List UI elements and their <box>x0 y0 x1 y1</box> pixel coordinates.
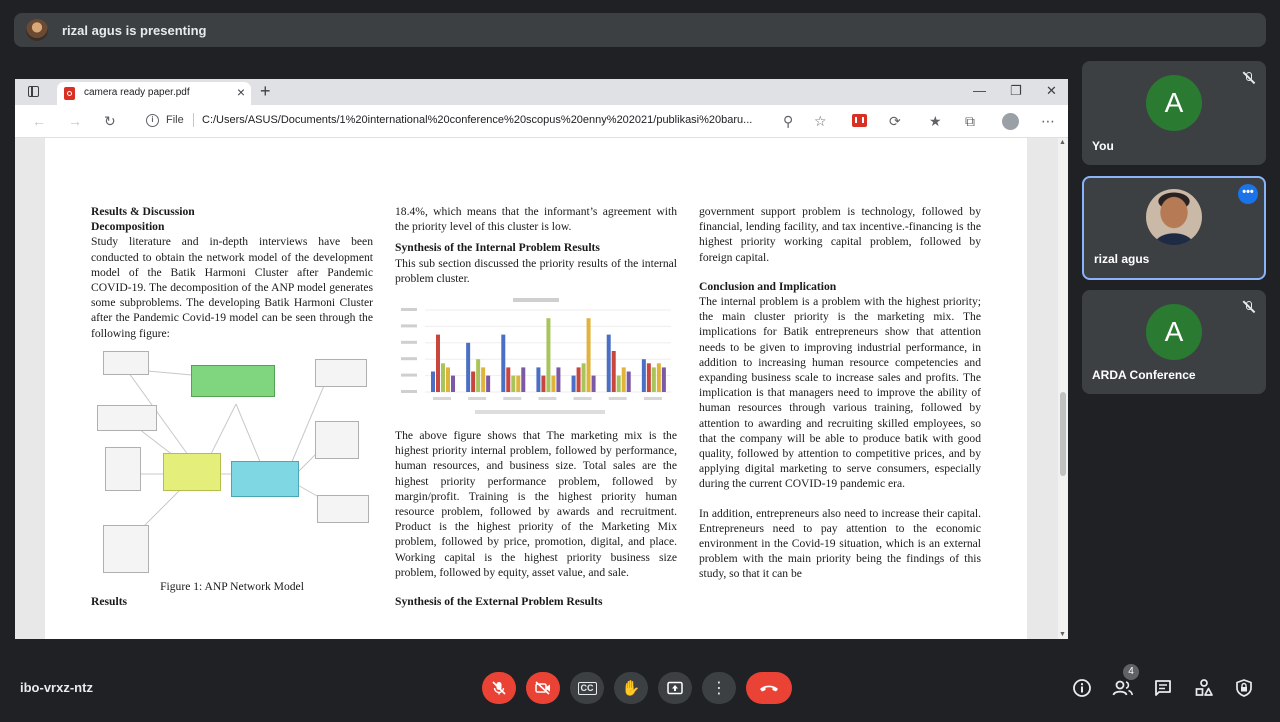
chart-tick-placeholder <box>401 390 417 393</box>
chart-legend-placeholder <box>475 410 605 414</box>
participant-name: ARDA Conference <box>1092 368 1196 382</box>
chart-bar <box>592 376 596 392</box>
participant-avatar: A <box>1146 304 1202 360</box>
camera-off-icon <box>534 680 552 696</box>
chart-bar <box>471 372 475 393</box>
chart-bar <box>506 367 510 392</box>
mic-toggle-button[interactable] <box>482 672 516 704</box>
host-controls-icon <box>1234 678 1254 698</box>
chart-bar <box>436 335 440 392</box>
participant-photo <box>1146 189 1202 245</box>
meeting-info-button[interactable] <box>1070 676 1094 700</box>
network-node-internal <box>163 453 221 491</box>
window-close-icon[interactable]: ✕ <box>1046 83 1057 98</box>
host-controls-button[interactable] <box>1232 676 1256 700</box>
scroll-up-icon[interactable]: ▲ <box>1059 139 1066 146</box>
browser-tab[interactable] <box>57 82 251 105</box>
captions-button[interactable] <box>570 672 604 704</box>
chart-bar <box>501 335 505 392</box>
network-node <box>103 351 149 375</box>
browser-menu-icon[interactable]: ⋯ <box>1041 113 1055 129</box>
network-node <box>103 525 149 573</box>
site-info-icon[interactable]: i <box>146 114 159 127</box>
chart-bar <box>546 318 550 392</box>
restore-icon[interactable]: ❐ <box>1010 83 1022 98</box>
chart-tick-placeholder <box>401 374 417 377</box>
more-options-icon[interactable]: ••• <box>1238 184 1258 204</box>
decomposition-heading: Decomposition <box>91 220 165 234</box>
tab-close-icon[interactable]: × <box>236 84 245 100</box>
network-node <box>317 495 369 523</box>
captions-icon: CC <box>578 682 597 695</box>
col2-paragraph-1: 18.4%, which means that the informant’s agreement with the priority level of this cluster is low. <box>395 205 677 234</box>
col3-paragraph-1: government support problem is technology, followed by financial, lending facility, and tax incentive.-financing is the highest priority working capital problem, followed by foreign capital. <box>699 205 981 264</box>
results-cut-heading: Results <box>91 595 128 609</box>
extension-red-icon[interactable] <box>852 114 867 127</box>
network-node <box>97 405 157 431</box>
address-bar[interactable]: C:/Users/ASUS/Documents/1%20international%20conference%20scopus%20enny%202021/publikasi%20baru... <box>202 114 753 126</box>
favorites-icon[interactable]: ★ <box>929 113 942 129</box>
internal-problem-heading: Synthesis of the Internal Problem Results <box>395 241 600 255</box>
participant-avatar: A <box>1146 75 1202 131</box>
tab-title: camera ready paper.pdf <box>84 87 190 98</box>
raise-hand-icon: ✋ <box>621 680 641 697</box>
browser-tab-strip <box>15 79 1068 105</box>
chart-bar <box>516 376 520 392</box>
pdf-scrollbar[interactable] <box>1058 138 1068 639</box>
scroll-down-icon[interactable]: ▼ <box>1059 631 1066 638</box>
minimize-icon[interactable]: — <box>973 83 986 98</box>
present-icon <box>666 680 684 696</box>
meeting-code: ibo-vrxz-ntz <box>20 680 93 695</box>
chart-tick-placeholder <box>574 397 592 400</box>
chart-bar <box>486 376 490 392</box>
chart-tick-placeholder <box>401 357 417 360</box>
chart-title-placeholder <box>513 298 559 302</box>
chart-bar <box>587 318 591 392</box>
chart-tick-placeholder <box>503 397 521 400</box>
chart-bar <box>577 367 581 392</box>
participant-tile-you[interactable] <box>1082 61 1266 165</box>
chart-bar <box>647 363 651 392</box>
shared-screen <box>15 79 1068 639</box>
collections-icon[interactable]: ⧉ <box>965 113 975 129</box>
presenter-text: rizal agus is presenting <box>62 22 207 38</box>
chart-bar <box>556 367 560 392</box>
pdf-scroll-thumb[interactable] <box>1060 392 1066 476</box>
chart-tick-placeholder <box>401 308 417 311</box>
chat-icon <box>1153 678 1173 698</box>
chart-bar <box>607 335 611 392</box>
tab-actions-icon[interactable] <box>28 86 39 97</box>
chart-tick-placeholder <box>401 341 417 344</box>
chart-bar <box>441 363 445 392</box>
end-call-icon <box>758 682 780 694</box>
conclusion-paragraph: The internal problem is a problem with the highest priority; the main cluster priority is the marketing mix. The implications for Batik entrepreneurs show that attention needs to be given to improving industrial performance, in addition to increasing human resource competencies and expanding business scale to increase sales and profits. The implication is that managers need to improve the ability of human resources through various training, followed by attention to awarding and recruiting skilled employees, so that the company will be able to produce batik with good quality, followed by attention to competitive prices, and by applying digital marketing to serve consumers, especially during the current COVID-19 pandemic era. <box>699 295 981 491</box>
chart-bar <box>627 372 631 393</box>
chart-bar <box>657 363 661 392</box>
col3-paragraph-3: In addition, entrepreneurs also need to increase their capital. Entrepreneurs need to pay attention to the economic environment in the Covid-19 situation, which is an external problem with the main priority being the findings of this study, so that it can be <box>699 506 981 581</box>
activities-icon <box>1194 678 1214 698</box>
chart-bar <box>541 376 545 392</box>
decomposition-paragraph: Study literature and in-depth interviews have been conducted to obtain the network model of the development model of the Batik Harmoni Cluster after Pandemic COVID-19. The decomposition of the ANP model generates some subproblems. The developing Batik Harmoni Cluster after the Pandemic Covid-19 model can be seen through the following figure: <box>91 235 373 340</box>
pdf-column-2 <box>395 204 677 609</box>
camera-toggle-button[interactable] <box>526 672 560 704</box>
participant-tile-arda-conference[interactable] <box>1082 290 1266 394</box>
new-tab-icon[interactable]: + <box>260 81 271 101</box>
add-favorite-icon[interactable]: ☆ <box>814 113 827 129</box>
network-node <box>315 421 359 459</box>
participant-name: You <box>1092 139 1114 153</box>
forward-icon[interactable]: → <box>68 113 82 129</box>
chart-bar <box>612 351 616 392</box>
chart-tick-placeholder <box>538 397 556 400</box>
participant-tile-rizal-agus[interactable] <box>1082 176 1266 280</box>
more-options-button[interactable] <box>702 672 736 704</box>
zoom-icon[interactable]: ⚲ <box>783 113 794 129</box>
col2-paragraph-3: The above figure shows that The marketing mix is the highest priority internal problem, followed by performance, human resources, and business size. Total sales are the highest priority performance problem, followed by margin/profit. Training is the highest priority human resource problem, followed by awards and recruitment. Product is the highest priority of the Marketing Mix problem, followed by price, promotion, digital, and place. Working capital is the highest priority business size problem, followed by equity, asset value, and sale. <box>395 429 677 579</box>
profile-avatar[interactable] <box>1002 113 1019 130</box>
pdf-viewer[interactable] <box>15 138 1068 639</box>
network-node <box>105 447 141 491</box>
chart-tick-placeholder <box>468 397 486 400</box>
site-info-label: File <box>166 114 184 126</box>
browser-toolbar <box>15 105 1068 138</box>
present-button[interactable] <box>658 672 692 704</box>
figure-caption: Figure 1: ANP Network Model <box>160 579 304 593</box>
mic-off-icon <box>1242 300 1256 314</box>
chart-bar <box>446 367 450 392</box>
internal-problem-chart <box>395 296 677 420</box>
presenter-bar <box>14 13 1266 47</box>
chart-bar <box>521 367 525 392</box>
col2-paragraph-2: This sub section discussed the priority results of the internal problem cluster. <box>395 256 677 285</box>
info-icon <box>1072 678 1092 698</box>
chart-bar <box>652 367 656 392</box>
chart-bar <box>536 367 540 392</box>
chart-bar <box>572 376 576 392</box>
chart-bar <box>466 343 470 392</box>
url-separator <box>193 113 194 127</box>
mic-off-icon <box>491 680 507 696</box>
network-node-external <box>231 461 299 497</box>
chart-tick-placeholder <box>401 324 417 327</box>
chart-bar <box>662 367 666 392</box>
pdf-page <box>45 138 1027 639</box>
participant-name: rizal agus <box>1094 252 1150 266</box>
pdf-file-icon <box>64 87 75 100</box>
chart-bar <box>551 376 555 392</box>
chat-button[interactable] <box>1151 676 1175 700</box>
chart-bar <box>582 363 586 392</box>
back-icon[interactable]: ← <box>32 113 46 129</box>
leave-call-button[interactable] <box>746 672 792 704</box>
pdf-column-3 <box>699 204 981 582</box>
participant-count-badge: 4 <box>1123 664 1139 680</box>
chart-bar <box>476 359 480 392</box>
mic-off-icon <box>1242 71 1256 85</box>
chart-bar <box>511 376 515 392</box>
chart-bar <box>642 359 646 392</box>
presenter-avatar <box>26 19 48 41</box>
reload-icon[interactable]: ↻ <box>104 113 116 129</box>
raise-hand-button[interactable] <box>614 672 648 704</box>
pdf-column-1 <box>91 204 373 609</box>
people-icon <box>1112 678 1134 698</box>
network-node-goal <box>191 365 275 397</box>
anp-network-figure <box>91 349 373 579</box>
internal-problem-bar-chart <box>395 296 677 420</box>
extension-icon[interactable]: ⟳ <box>889 113 901 129</box>
chart-bar <box>622 367 626 392</box>
chart-bar <box>431 372 435 393</box>
chart-bar <box>617 376 621 392</box>
activities-button[interactable] <box>1192 676 1216 700</box>
chart-bar <box>451 376 455 392</box>
external-problem-cut-heading: Synthesis of the External Problem Results <box>395 595 603 609</box>
conclusion-heading: Conclusion and Implication <box>699 279 837 293</box>
results-heading: Results & Discussion <box>91 205 195 218</box>
chart-tick-placeholder <box>644 397 662 400</box>
more-vert-icon: ⋮ <box>711 680 727 697</box>
chart-tick-placeholder <box>433 397 451 400</box>
chart-tick-placeholder <box>609 397 627 400</box>
network-node <box>315 359 367 387</box>
chart-bar <box>481 367 485 392</box>
